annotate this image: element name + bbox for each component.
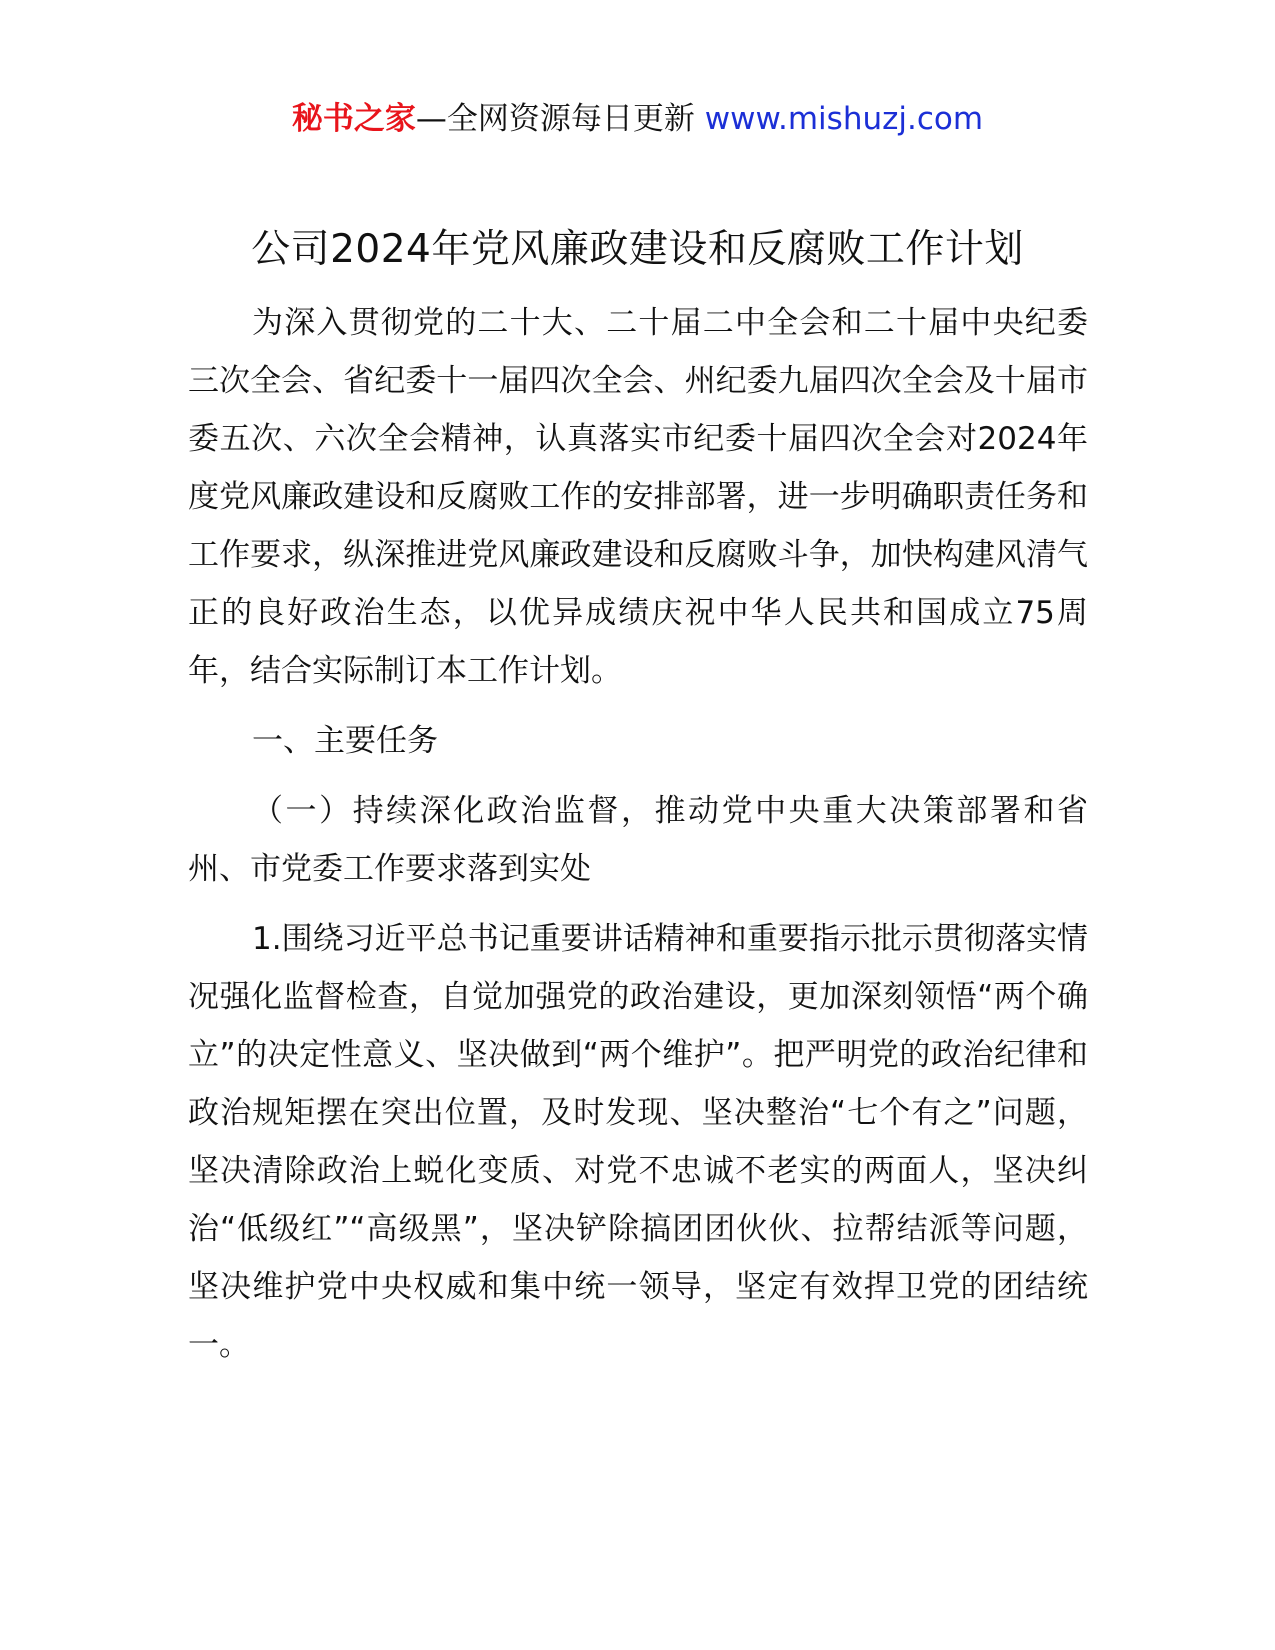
banner-tagline: —全网资源每日更新	[415, 101, 705, 137]
site-banner	[0, 96, 1275, 142]
document-body	[188, 294, 1088, 1374]
site-url-link[interactable]: www.mishuzj.com	[704, 101, 984, 137]
brand-name: 秘书之家	[291, 101, 416, 137]
subsection-heading: （一）持续深化政治监督，推动党中央重大决策部署和省州、市党委工作要求落到实处	[188, 793, 1088, 887]
intro-paragraph: 为深入贯彻党的二十大、二十届二中全会和二十届中央纪委三次全会、省纪委十一届四次全会、州纪委九届四次全会及十届市委五次、六次全会精神，认真落实市纪委十届四次全会对2024年度党风廉政建设和反腐败工作的安排部署，进一步明确职责任务和工作要求，纵深推进党风廉政建设和反腐败斗争，加快构建风清气正的良好政治生态，以优异成绩庆祝中华人民共和国成立75周年，结合实际制订本工作计划。	[188, 305, 1088, 689]
section-heading: 一、主要任务	[252, 723, 438, 759]
item-paragraph: 1.围绕习近平总书记重要讲话精神和重要指示批示贯彻落实情况强化监督检查，自觉加强党的政治建设，更加深刻领悟“两个确立”的决定性意义、坚决做到“两个维护”。把严明党的政治纪律和政治规矩摆在突出位置，及时发现、坚决整治“七个有之”问题，坚决清除政治上蜕化变质、对党不忠诚不老实的两面人，坚决纠治“低级红”“高级黑”，坚决铲除搞团团伙伙、拉帮结派等问题，坚决维护党中央权威和集中统一领导，坚定有效捍卫党的团结统一。	[188, 921, 1088, 1363]
document-title: 公司2024年党风廉政建设和反腐败工作计划	[251, 227, 1024, 272]
